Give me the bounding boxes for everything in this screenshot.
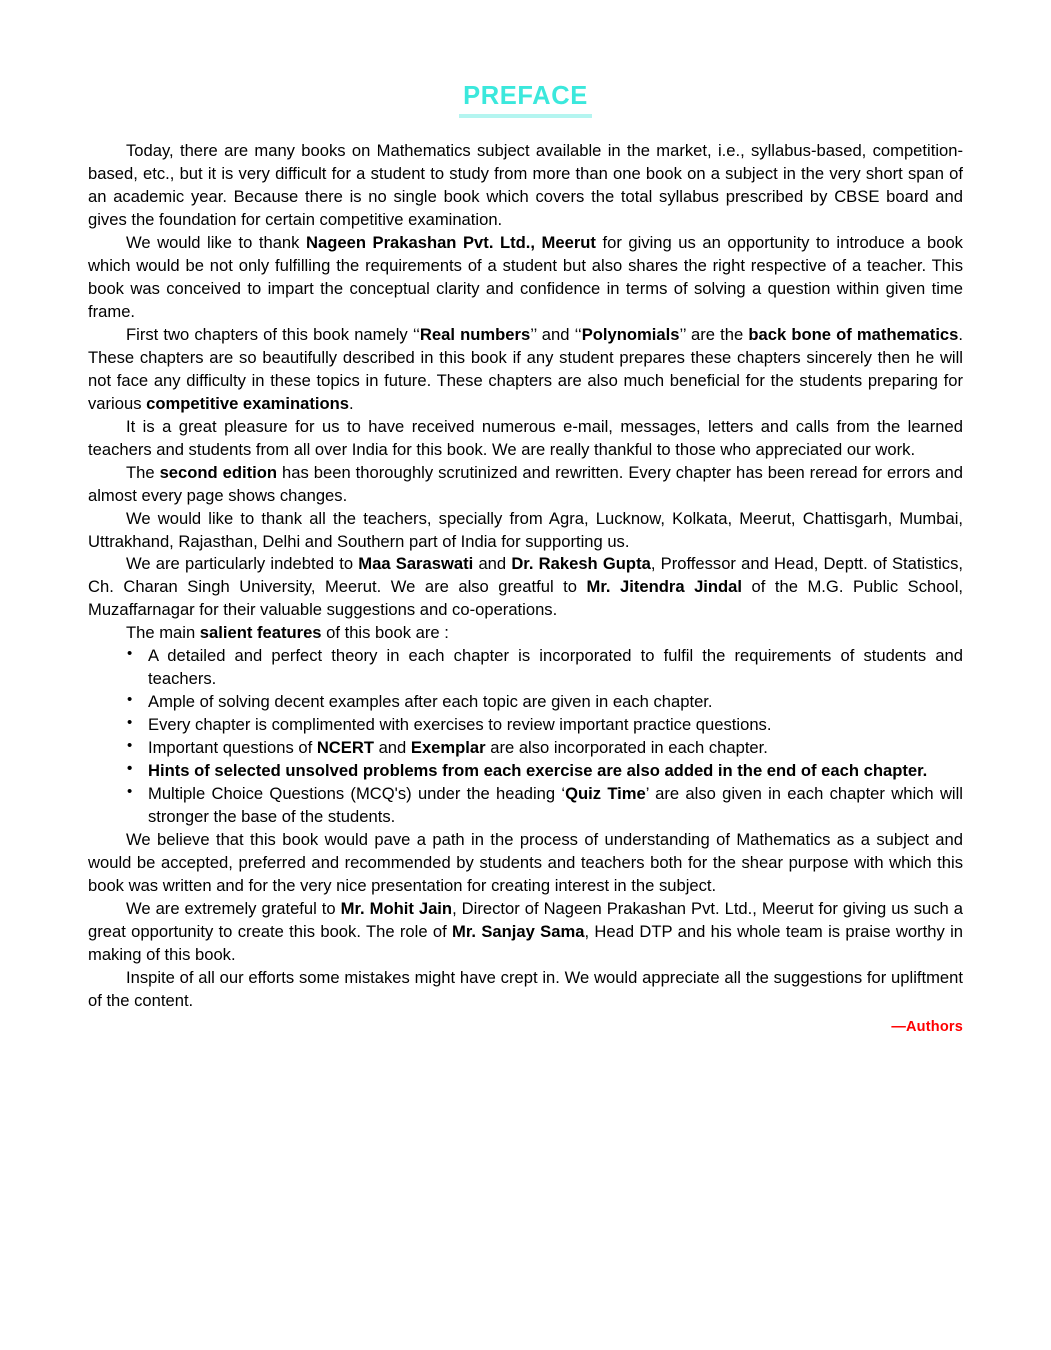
text-run: and (373, 738, 411, 758)
text-run: ’’ and ‘‘ (530, 324, 582, 344)
paragraph-belief-text: We believe that this book would pave a path in the process of understanding of Mathematics as a subject and would be accepted, preferred and recommended by students and teachers both for the shear purpose with which this book was written and for the very nice presentation for creating interest in the subject. (88, 830, 963, 896)
text-run: . These chapters are so beautifully described in this book if any student prepares these chapters sincerely then he will not face any difficulty in these topics in future. These chapters are also much beneficial for the students preparing for various (88, 324, 964, 413)
emphasis-ncert: NCERT (316, 738, 374, 758)
text-run: We would like to thank (126, 232, 307, 252)
list-item (88, 737, 963, 760)
text-run: . (349, 393, 354, 413)
paragraph-thanks-teachers (88, 508, 963, 554)
person-rakesh-gupta: Dr. Rakesh Gupta (511, 554, 651, 574)
list-item-text: Ample of solving decent examples after each topic are given in each chapter. (148, 692, 713, 712)
paragraph-salient-features-lead (88, 622, 963, 645)
text-run: , Head DTP and his whole team is praise worthy in making of this book. (88, 921, 964, 964)
list-item-text: Hints of selected unsolved problems from each exercise are also added in the end of each chapter. (148, 761, 928, 781)
emphasis-competitive-exams: competitive examinations (146, 393, 349, 413)
paragraph-thanks-teachers-text: We would like to thank all the teachers, specially from Agra, Lucknow, Kolkata, Meerut, Chattisgarh, Mumbai, Uttrakhand, Rajasthan, Delhi and Southern part of India for supporting us. (88, 508, 963, 551)
paragraph-mistakes (88, 967, 963, 1013)
person-sanjay-sama: Mr. Sanjay Sama (452, 921, 585, 941)
paragraph-second-edition (88, 462, 963, 508)
paragraph-mistakes-text: Inspite of all our efforts some mistakes might have crept in. We would appreciate all the suggestions for upliftment of the content. (88, 967, 963, 1010)
paragraph-thanks-publisher (88, 232, 963, 324)
text-run: of the M.G. Public School, Muzaffarnagar for their valuable suggestions and co-operations. (88, 577, 964, 620)
chapter-name-real-numbers: Real numbers (419, 324, 531, 344)
text-run: First two chapters of this book namely ‘‘ (126, 324, 420, 344)
text-run: We are extremely grateful to (126, 899, 341, 919)
text-run: , Proffessor and Head, Deptt. of Statistics, Ch. Charan Singh University, Meerut. We are also greatful to (88, 554, 963, 597)
document-content (88, 82, 963, 1035)
paragraph-intro-text: Today, there are many books on Mathematics subject available in the market, i.e., syllabus-based, competition-based, etc., but it is very difficult for a student to study from more than one book on a subject in the very short span of an academic year. Because there is no single book which covers the total syllabus prescribed by CBSE board and gives the foundation for certain competitive examination. (88, 141, 963, 229)
paragraph-feedback (88, 416, 963, 462)
page-title: PREFACE (459, 82, 592, 118)
person-jitendra-jindal: Mr. Jitendra Jindal (586, 577, 743, 597)
text-run: Important questions of (148, 738, 317, 758)
text-run: ’’ are the (679, 324, 749, 344)
list-item (88, 783, 963, 829)
list-item (88, 645, 963, 691)
emphasis-backbone: back bone of mathematics (748, 324, 959, 344)
paragraph-belief (88, 829, 963, 898)
list-item-text: A detailed and perfect theory in each chapter is incorporated to fulfil the requirements of students and teachers. (148, 646, 963, 689)
emphasis-second-edition: second edition (159, 462, 278, 482)
paragraph-acknowledgements (88, 553, 963, 622)
text-run: are also incorporated in each chapter. (485, 738, 768, 758)
text-run: We are particularly indebted to (126, 554, 359, 574)
page-title-container (88, 82, 963, 118)
paragraph-feedback-text: It is a great pleasure for us to have received numerous e-mail, messages, letters and calls from the learned teachers and students from all over India for this book. We are really thankful to those who appreciated our work. (88, 416, 963, 459)
text-run: ’ are also given in each chapter which will stronger the base of the students. (148, 784, 963, 827)
text-run: for giving us an opportunity to introduce a book which would be not only fulfilling the requirements of a student but also shares the right respective of a teacher. This book was conceived to impart the conceptual clarity and confidence in terms of solving a question within given time frame. (88, 232, 963, 321)
emphasis-exemplar: Exemplar (410, 738, 486, 758)
authors-signature: —Authors (891, 1018, 963, 1035)
list-item (88, 691, 963, 714)
text-run: has been thoroughly scrutinized and rewritten. Every chapter has been reread for errors and almost every page shows changes. (88, 462, 963, 505)
salient-features-list (88, 645, 963, 829)
publisher-name: Nageen Prakashan Pvt. Ltd., Meerut (306, 232, 596, 252)
text-run: , Director of Nageen Prakashan Pvt. Ltd., Meerut for giving us such a great opportunity to create this book. The role of (88, 899, 963, 941)
paragraph-gratitude (88, 898, 963, 967)
text-run: The (126, 462, 160, 482)
paragraph-first-chapters (88, 324, 963, 416)
list-item (88, 714, 963, 737)
chapter-name-polynomials: Polynomials (581, 324, 680, 344)
text-run: The main (126, 623, 200, 643)
list-item-text: Every chapter is complimented with exercises to review important practice questions. (148, 715, 772, 735)
paragraph-intro (88, 140, 963, 232)
person-mohit-jain: Mr. Mohit Jain (340, 899, 453, 919)
emphasis-quiz-time: Quiz Time (565, 784, 646, 804)
emphasis-salient-features: salient features (199, 623, 322, 643)
text-run: of this book are : (321, 623, 449, 643)
person-maa-saraswati: Maa Saraswati (358, 554, 474, 574)
text-run: Multiple Choice Questions (MCQ's) under the heading ‘ (148, 784, 566, 804)
text-run: and (473, 554, 512, 574)
list-item (88, 760, 963, 783)
